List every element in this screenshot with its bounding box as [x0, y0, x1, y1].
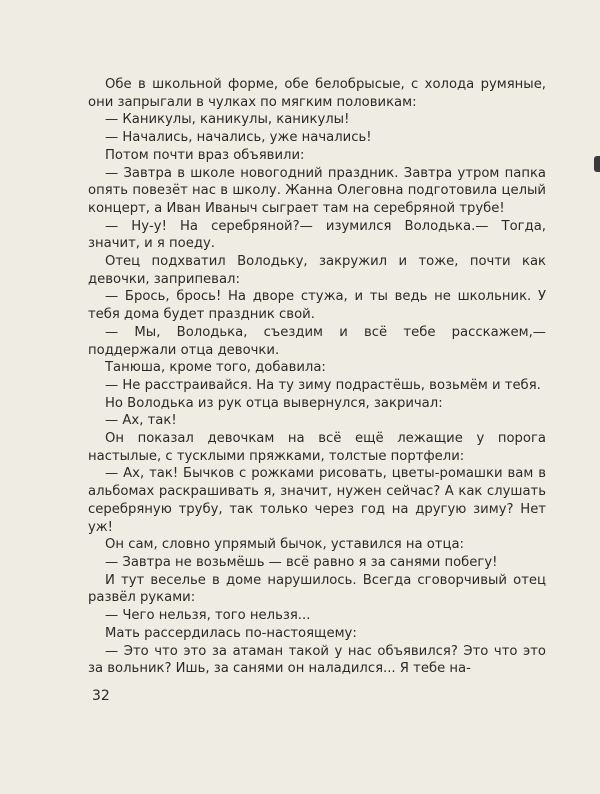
story-text: [88, 76, 546, 678]
paragraph: — Каникулы, каникулы, каникулы!: [105, 112, 350, 128]
paragraph: — Мы, Володька, съездим и всё тебе расскажем,— поддержали отца девочки.: [88, 324, 546, 358]
paragraph: — Ах, так! Бычков с рожками рисовать, цветы-ромашки вам в альбомах раскрашивать я, значит, нужен сейчас? А как слушать серебряную трубу, так только через год на другую зиму? Нет уж!: [88, 466, 546, 535]
paragraph: — Это что это за атаман такой у нас объявился? Это что это за вольник? Ишь, за санями он наладился... Я тебе на-: [88, 643, 546, 677]
paragraph: — Ах, так!: [105, 413, 177, 429]
paragraph: Он показал девочкам на всё ещё лежащие у порога настылые, с тусклыми пряжками, толстые портфели:: [88, 431, 546, 464]
paragraph: Потом почти враз объявили:: [105, 147, 305, 163]
page-edge-mark: [594, 156, 600, 172]
paragraph: Танюша, кроме того, добавила:: [105, 360, 326, 376]
paragraph: — Не расстраивайся. На ту зиму подрастёшь, возьмём и тебя.: [105, 377, 541, 393]
paragraph: — Завтра в школе новогодний праздник. Завтра утром папка опять повезёт нас в школу. Жанна Олеговна подготовила целый концерт, а Иван Иваныч сыграет там на серебряной трубе!: [88, 165, 546, 216]
paragraph: Он сам, словно упрямый бычок, уставился на отца:: [105, 537, 464, 553]
paragraph: — Ну-у! На серебряной?— изумился Володька.— Тогда, значит, и я поеду.: [88, 218, 546, 252]
paragraph: — Чего нельзя, того нельзя...: [105, 608, 311, 624]
paragraph: — Завтра не возьмёшь — всё равно я за санями побегу!: [105, 554, 498, 570]
paragraph: Отец подхватил Володьку, закружил и тоже, почти как девочки, заприпевал:: [88, 254, 546, 287]
paragraph: Но Володька из рук отца вывернулся, закричал:: [105, 395, 443, 411]
paragraph: Обе в школьной форме, обе белобрысые, с холода румяные, они запрыгали в чулках по мягким половикам:: [88, 77, 546, 110]
paragraph: Мать рассердилась по-настоящему:: [105, 625, 357, 641]
paragraph: — Начались, начались, уже начались!: [105, 130, 372, 146]
paragraph: И тут веселье в доме нарушилось. Всегда сговорчивый отец развёл руками:: [88, 572, 546, 606]
page-number: 32: [92, 688, 110, 704]
paragraph: — Брось, брось! На дворе стужа, и ты ведь не школьник. У тебя дома будет праздник свой.: [88, 289, 546, 323]
